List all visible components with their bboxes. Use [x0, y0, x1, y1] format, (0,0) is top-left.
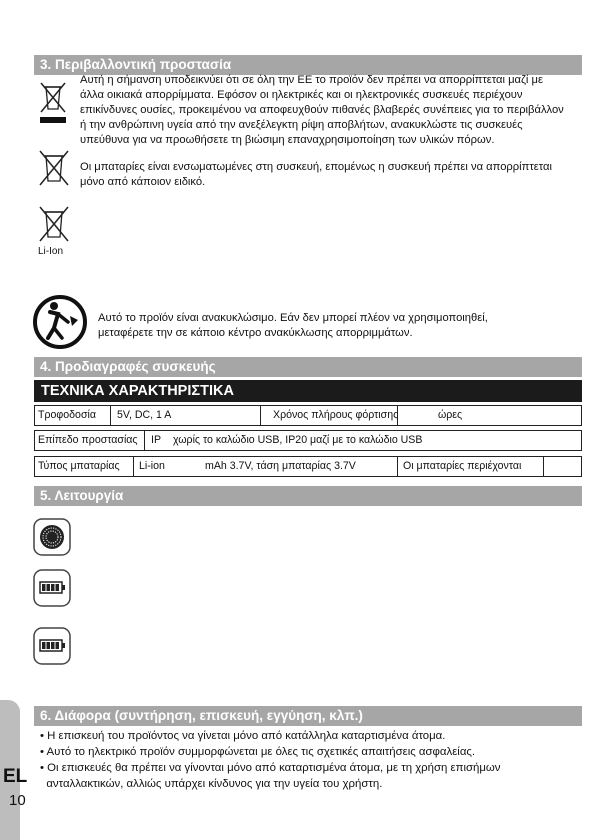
recycle-person-icon: [32, 292, 92, 352]
spec-row-power: [34, 405, 582, 426]
section-6-heading: 6. Διάφορα (συντήρηση, επισκευή, εγγύηση, κλπ.): [34, 706, 582, 726]
batteries-included-label: Οι μπαταρίες περιέχονται: [403, 460, 522, 472]
battery-full-indicator-icon: [33, 627, 71, 665]
bullet-safety-compliance: • Αυτό το ηλεκτρικό προϊόν συμμορφώνεται με όλες τις σχετικές απαιτήσεις ασφαλείας.: [40, 746, 476, 758]
battery-text-line-2: μόνο από κάποιον ειδικό.: [80, 176, 206, 188]
battery-text-line-1: Οι μπαταρίες είναι ενσωματωμένες στη συσκευή, επομένως η συσκευή πρέπει να απορρίπτεται: [80, 161, 552, 173]
battery-type-label: Τύπος μπαταρίας: [38, 460, 120, 472]
weee-text-line-1: Αυτή η σήμανση υποδεικνύει ότι σε όλη την ΕΕ το προϊόν δεν πρέπει να απορρίπτεται μαζί με: [80, 74, 543, 86]
ip-label: IP: [151, 434, 162, 446]
weee-text-line-2: άλλα οικιακά απορρίμματα. Εφόσον οι ηλεκτρικές και οι ηλεκτρονικές συσκευές περιέχουν: [80, 89, 523, 101]
bullet-official-parts-cont: ανταλλακτικών, αλλιώς υπάρχει κίνδυνος για την υγεία του χρήστη.: [40, 778, 383, 790]
section-5-heading: 5. Λειτουργία: [34, 486, 582, 506]
bullet-repair-qualified: • Η επισκευή του προϊόντος να γίνεται μόνο από κατάλληλα καταρτισμένα άτομα.: [40, 730, 446, 742]
recycle-text-line-2: μεταφέρετε την σε κάποιο κέντρο ανακύκλωσης απορριμμάτων.: [98, 327, 413, 339]
battery-disposal-bin-icon: [36, 147, 72, 189]
spec-row-battery: [34, 456, 582, 477]
spec-row-protection: [34, 430, 582, 451]
weee-text-line-5: υπεύθυνα για να προωθήσετε τη βιώσιμη επαναχρησιμοποίηση των υλικών πόρων.: [80, 134, 495, 146]
weee-text-line-3: επικίνδυνες ουσίες, προκειμένου να αποφευχθούν πιθανές βλαβερές συνέπειες για το περιβάλλον: [80, 104, 564, 116]
li-ion-label: Li-Ion: [38, 246, 64, 257]
li-ion-bin-icon: [36, 203, 72, 245]
power-value: 5V, DC, 1 A: [117, 409, 172, 421]
section-3-heading: 3. Περιβαλλοντική προστασία: [34, 55, 582, 75]
language-code: EL: [3, 766, 28, 787]
recycle-text-line-1: Αυτό το προϊόν είναι ανακυκλώσιμο. Εάν δεν μπορεί πλέον να χρησιμοποιηθεί,: [98, 312, 488, 324]
page-number: 10: [9, 792, 26, 809]
battery-type-value: Li-ion: [139, 460, 165, 472]
power-button-icon: [33, 518, 71, 556]
weee-text-line-4: ή την ανθρώπινη υγεία από την ανεξέλεγκτη ρίψη αποβλήτων, ανακυκλώστε τις συσκευές: [80, 119, 523, 131]
power-label: Τροφοδοσία: [38, 409, 96, 421]
spec-table-title: ΤΕΧΝΙΚΑ ΧΑΡΑΚΤΗΡΙΣΤΙΚΑ: [34, 380, 582, 402]
bullet-official-parts: • Οι επισκευές θα πρέπει να γίνονται μόνο από καταρτισμένα άτομα, με τη χρήση επισήμων: [40, 762, 501, 774]
charge-time-value: ώρες: [438, 409, 463, 421]
battery-charging-indicator-icon: [33, 569, 71, 607]
protection-label: Επίπεδο προστασίας: [38, 434, 138, 446]
battery-capacity-value: mAh 3.7V, τάση μπαταρίας 3.7V: [205, 460, 356, 472]
charge-time-label: Χρόνος πλήρους φόρτισης: [273, 409, 399, 421]
weee-bin-with-bar-icon: [38, 79, 68, 125]
section-4-heading: 4. Προδιαγραφές συσκευής: [34, 357, 582, 377]
ip-value: χωρίς το καλώδιο USB, IP20 μαζί με το καλώδιο USB: [173, 434, 423, 446]
